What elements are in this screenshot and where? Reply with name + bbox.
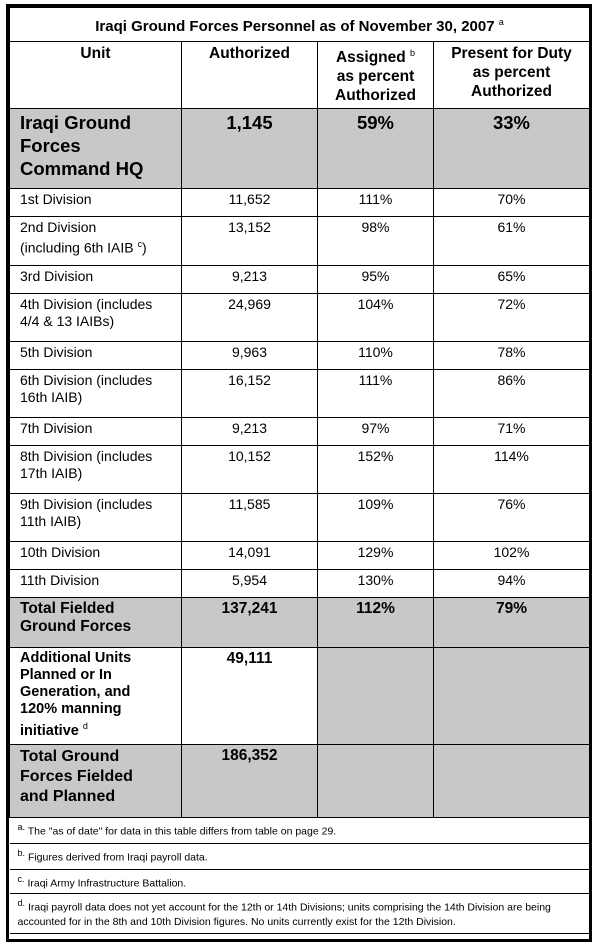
row-authorized: 11,585	[182, 494, 318, 542]
row-present: 72%	[434, 294, 590, 342]
row-unit: 3rd Division	[10, 266, 182, 294]
row-present: 70%	[434, 189, 590, 217]
row-present: 86%	[434, 370, 590, 418]
header-row	[10, 42, 590, 109]
hq-present: 33%	[434, 109, 590, 189]
row-unit: 11th Division	[10, 570, 182, 598]
row-unit: 7th Division	[10, 418, 182, 446]
row-present: 65%	[434, 266, 590, 294]
row-unit: 6th Division (includes 16th IAIB)	[10, 370, 182, 418]
row-present: 78%	[434, 342, 590, 370]
footnote-row	[10, 844, 590, 870]
footnote-b: $^{b.}$ Figures derived from Iraqi payroll data.	[10, 844, 590, 870]
title-footnote-mark: a	[498, 17, 504, 27]
row-unit: 8th Division (includes 17th IAIB)	[10, 446, 182, 494]
table-row	[10, 446, 590, 494]
row-assigned: 129%	[318, 542, 434, 570]
row-present: 61%	[434, 217, 590, 266]
total-fielded-unit: Total Fielded Ground Forces	[10, 598, 182, 648]
row-authorized: 14,091	[182, 542, 318, 570]
row-unit: 10th Division	[10, 542, 182, 570]
hq-assigned: 59%	[318, 109, 434, 189]
table-row	[10, 570, 590, 598]
row-assigned: 110%	[318, 342, 434, 370]
footnote-row	[10, 870, 590, 894]
hq-authorized: 1,145	[182, 109, 318, 189]
header-present: Present for Duty as percent Authorized	[434, 42, 590, 109]
table-row	[10, 494, 590, 542]
row-assigned: 130%	[318, 570, 434, 598]
row-authorized: 11,652	[182, 189, 318, 217]
row-unit: 4th Division (includes 4/4 & 13 IAIBs)	[10, 294, 182, 342]
row-present: 114%	[434, 446, 590, 494]
row-unit: 5th Division	[10, 342, 182, 370]
table-row	[10, 418, 590, 446]
hq-row	[10, 109, 590, 189]
table-frame	[6, 4, 592, 942]
row-authorized: 10,152	[182, 446, 318, 494]
hq-unit: Iraqi Ground Forces Command HQ	[10, 109, 182, 189]
row-present: 76%	[434, 494, 590, 542]
table-row	[10, 189, 590, 217]
table-title: Iraqi Ground Forces Personnel as of November 30, 2007 $^a$	[10, 8, 590, 42]
row-authorized: 16,152	[182, 370, 318, 418]
row-assigned: 111%	[318, 189, 434, 217]
table-row	[10, 294, 590, 342]
row-assigned: 98%	[318, 217, 434, 266]
footnote-c: $^{c.}$ Iraqi Army Infrastructure Battalion.	[10, 870, 590, 894]
additional-units-authorized: 49,111	[182, 648, 318, 745]
total-planned-assigned-empty	[318, 745, 434, 818]
row-assigned: 95%	[318, 266, 434, 294]
row-present: 102%	[434, 542, 590, 570]
row-present: 71%	[434, 418, 590, 446]
row-authorized: 9,963	[182, 342, 318, 370]
row-assigned: 97%	[318, 418, 434, 446]
table-row	[10, 542, 590, 570]
row-authorized: 13,152	[182, 217, 318, 266]
additional-units-row	[10, 648, 590, 745]
row-authorized: 24,969	[182, 294, 318, 342]
total-fielded-present: 79%	[434, 598, 590, 648]
row-authorized: 9,213	[182, 266, 318, 294]
table-row	[10, 370, 590, 418]
row-unit: 1st Division	[10, 189, 182, 217]
table-row	[10, 266, 590, 294]
total-planned-present-empty	[434, 745, 590, 818]
footnote-row	[10, 894, 590, 934]
total-planned-row	[10, 745, 590, 818]
personnel-table	[9, 7, 590, 934]
header-assigned: Assigned $^b$ as percent Authorized	[318, 42, 434, 109]
row-assigned: 104%	[318, 294, 434, 342]
row-assigned: 109%	[318, 494, 434, 542]
footnote-a: $^{a.}$ The "as of date" for data in this table differs from table on page 29.	[10, 818, 590, 844]
header-unit: Unit	[10, 42, 182, 109]
total-fielded-assigned: 112%	[318, 598, 434, 648]
row-assigned: 152%	[318, 446, 434, 494]
row-unit: 2nd Division (including 6th IAIB $^c$)	[10, 217, 182, 266]
row-assigned: 111%	[318, 370, 434, 418]
additional-units-assigned-empty	[318, 648, 434, 745]
total-fielded-authorized: 137,241	[182, 598, 318, 648]
total-planned-authorized: 186,352	[182, 745, 318, 818]
footnote-d: $^{d.}$ Iraqi payroll data does not yet account for the 12th or 14th Divisions; units comprising the 14th Division are being accounted for in the 8th and 10th Division figures. No units currently exist for the 12th Division.	[10, 894, 590, 934]
additional-units-present-empty	[434, 648, 590, 745]
total-fielded-row	[10, 598, 590, 648]
footnote-row	[10, 818, 590, 844]
table-row	[10, 342, 590, 370]
row-unit: 9th Division (includes 11th IAIB)	[10, 494, 182, 542]
row-authorized: 9,213	[182, 418, 318, 446]
additional-units-unit: Additional Units Planned or In Generation, and 120% manning initiative $^d$	[10, 648, 182, 745]
row-present: 94%	[434, 570, 590, 598]
total-planned-unit: Total Ground Forces Fielded and Planned	[10, 745, 182, 818]
table-row	[10, 217, 590, 266]
row-authorized: 5,954	[182, 570, 318, 598]
header-authorized: Authorized	[182, 42, 318, 109]
